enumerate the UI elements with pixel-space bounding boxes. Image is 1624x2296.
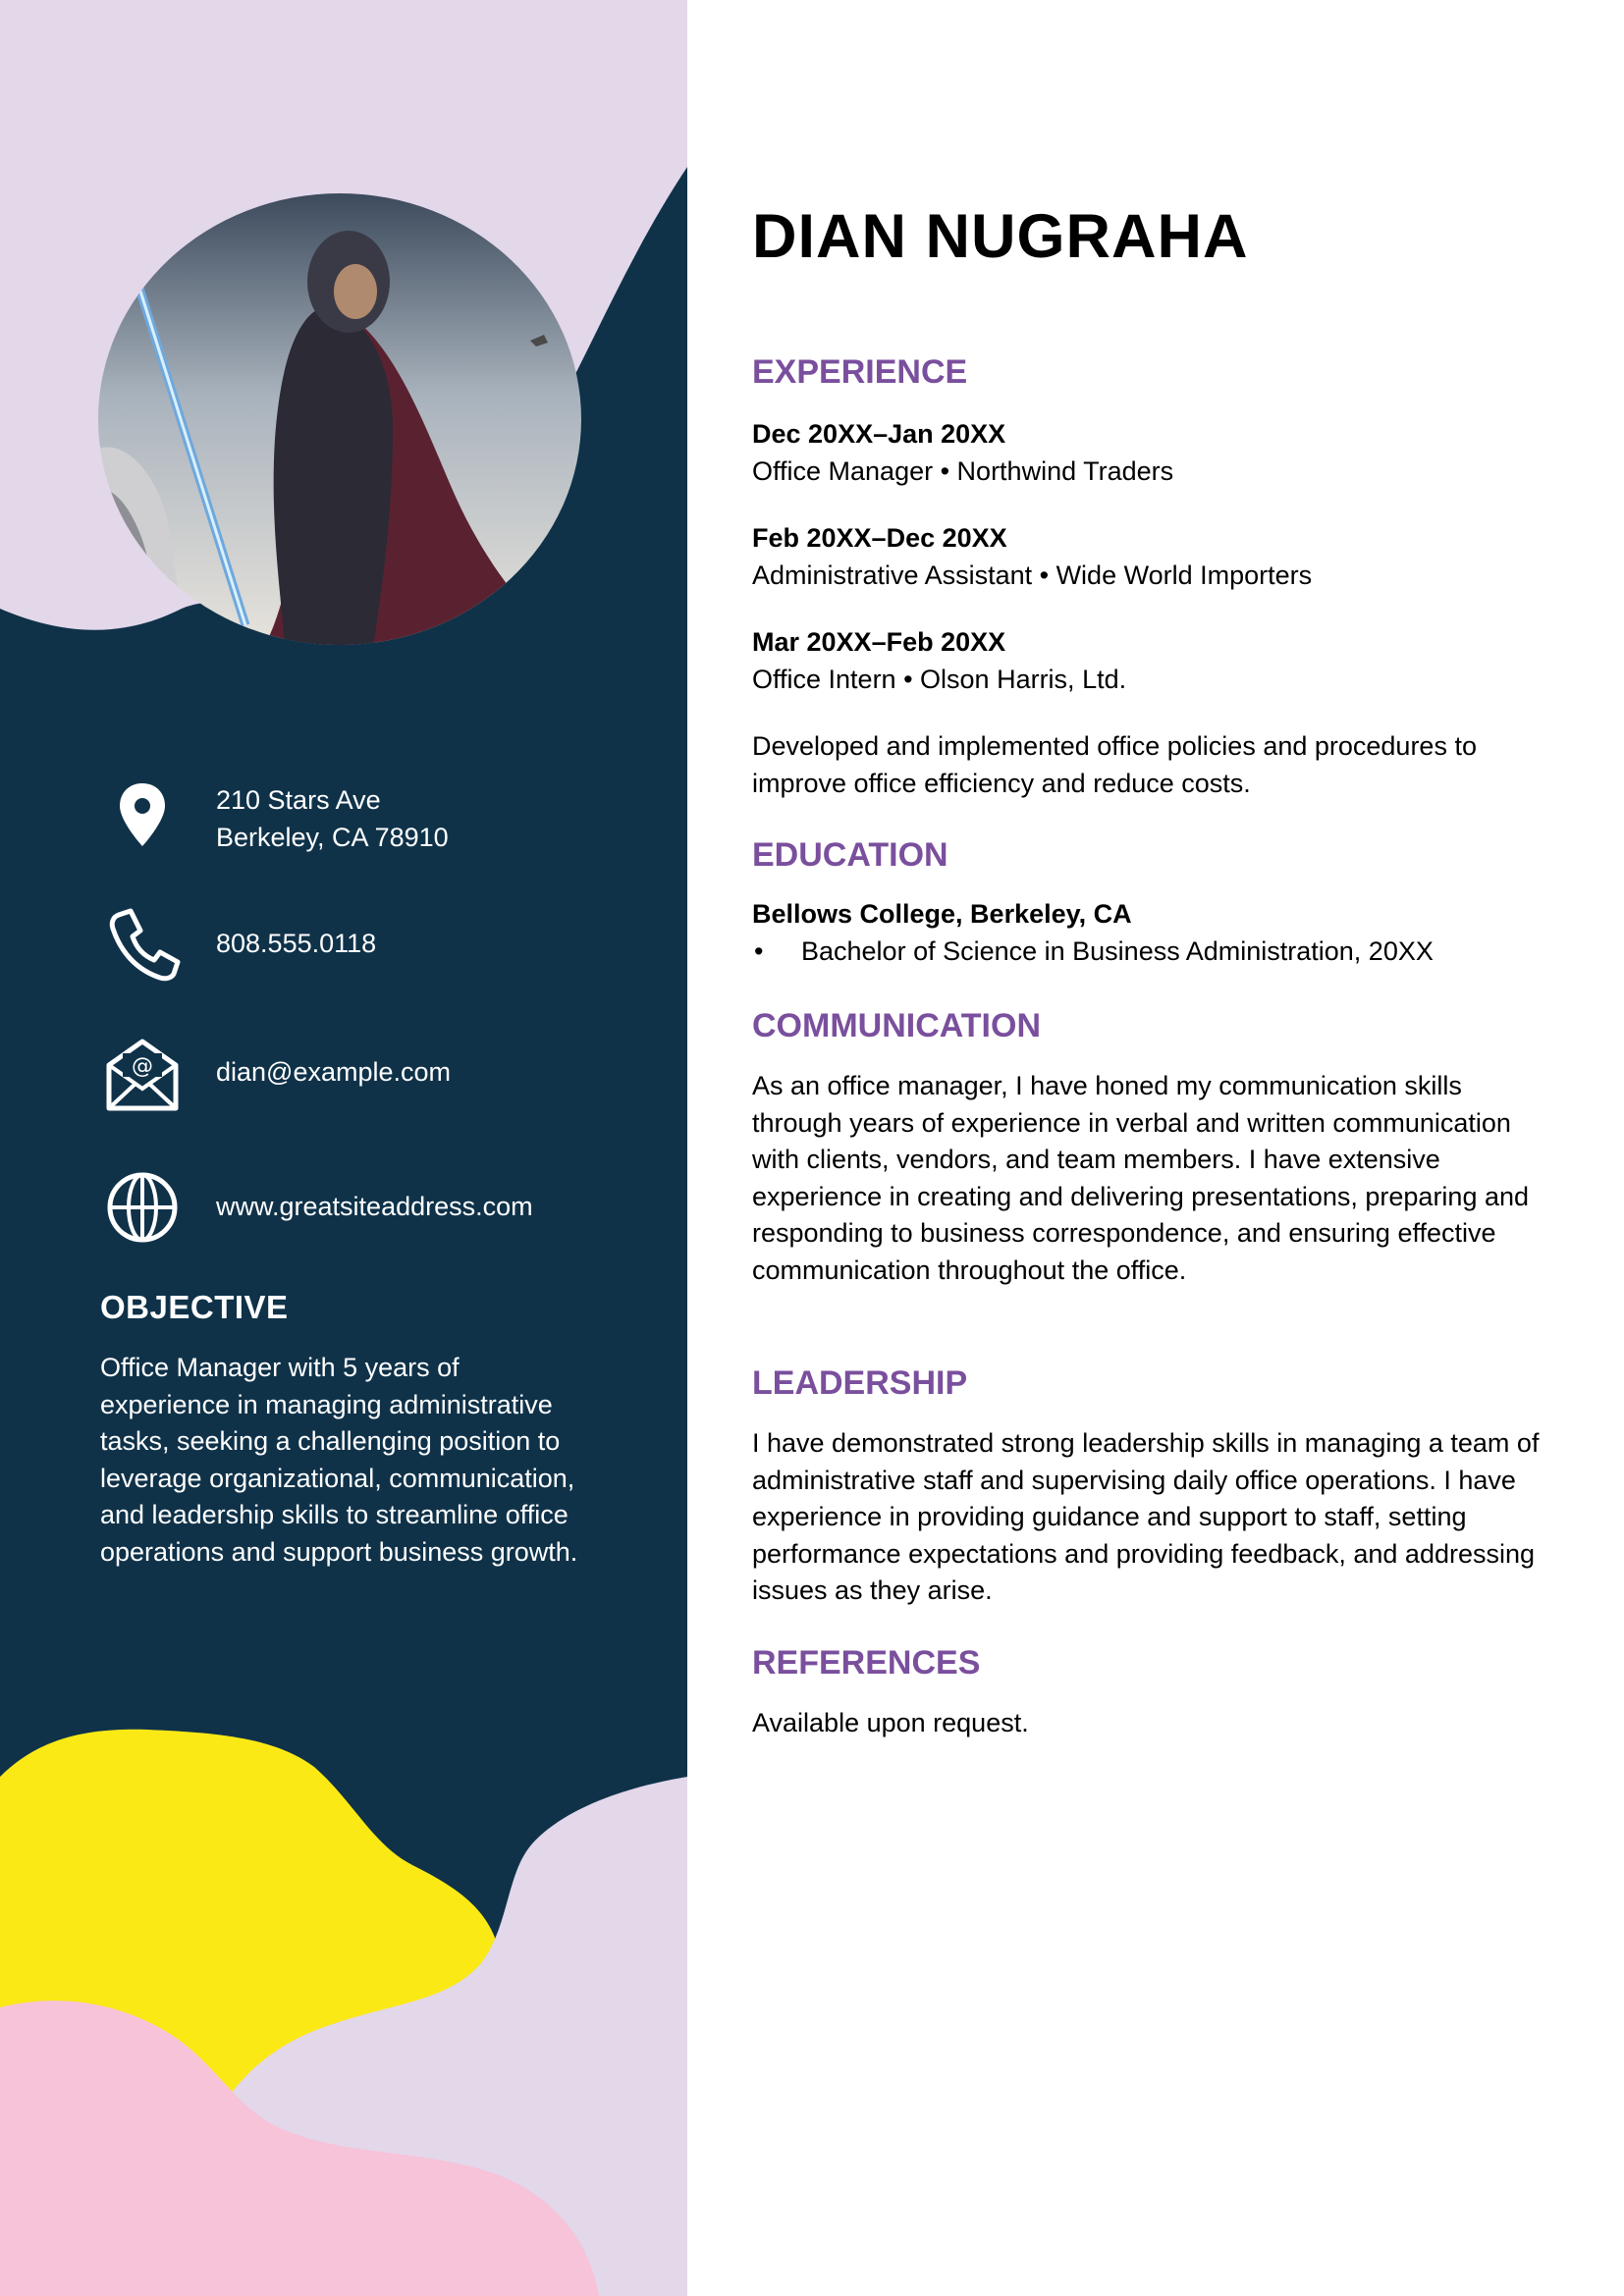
profile-name: DIAN NUGRAHA: [752, 202, 1249, 271]
profile-photo: [98, 193, 581, 645]
job-role: Administrative Assistant • Wide World Importers: [752, 560, 1313, 590]
contact-email: [0, 1036, 687, 1134]
contact-website: [0, 1168, 687, 1266]
references-title: REFERENCES: [752, 1644, 981, 1682]
email-text[interactable]: dian@example.com: [216, 1057, 452, 1087]
leadership-title: LEADERSHIP: [752, 1364, 968, 1402]
experience-summary: Developed and implemented office policies and procedures to improve office efficiency and reduce costs.: [752, 731, 1477, 798]
sidebar: [0, 0, 687, 2296]
communication-text: As an office manager, I have honed my communication skills through years of experience in verbal and written communication with clients, vendors, and team members. I have extensive experience in creating and delivering presentations, preparing and responding to business correspondence, and ensuring effective communication throughout the office.: [752, 1071, 1530, 1285]
job-dates: Feb 20XX–Dec 20XX: [752, 523, 1007, 553]
job-role: Office Intern • Olson Harris, Ltd.: [752, 664, 1127, 694]
references-text: Available upon request.: [752, 1708, 1029, 1737]
profile-photo-illustration: [98, 193, 581, 645]
job-role: Office Manager • Northwind Traders: [752, 455, 1174, 486]
globe-icon: [103, 1168, 182, 1247]
phone-icon: [103, 905, 182, 984]
website-text[interactable]: www.greatsiteaddress.com: [216, 1192, 533, 1221]
contact-address: [0, 775, 687, 874]
contact-phone: [0, 905, 687, 1003]
objective-text: Office Manager with 5 years of experience in managing administrative tasks, seeking a challenging position to leverage organizational, communication, and leadership skills to streamline office operations and support business growth.: [100, 1353, 578, 1567]
location-pin-icon: [103, 775, 182, 854]
job-entry: [752, 416, 1547, 490]
bullet-dot: •: [754, 936, 764, 966]
email-icon: [103, 1036, 182, 1114]
job-dates: Dec 20XX–Jan 20XX: [752, 419, 1006, 449]
job-dates: Mar 20XX–Feb 20XX: [752, 627, 1006, 657]
job-entry: [752, 624, 1547, 698]
address-line2: Berkeley, CA 78910: [216, 823, 449, 852]
address-text: [216, 781, 449, 856]
svg-text:@: @: [132, 1054, 153, 1079]
objective-title: OBJECTIVE: [100, 1289, 289, 1325]
job-entry: [752, 520, 1547, 594]
phone-text[interactable]: 808.555.0118: [216, 929, 377, 958]
education-title: EDUCATION: [752, 836, 948, 874]
education-school: Bellows College, Berkeley, CA: [752, 899, 1132, 929]
leadership-text: I have demonstrated strong leadership skills in managing a team of administrative staff and supervising daily office operations. I have experience in providing guidance and support to staff, setting performance expectations and providing feedback, and addressing issues as they arise.: [752, 1428, 1540, 1605]
address-line1: 210 Stars Ave: [216, 785, 381, 815]
education-degree: Bachelor of Science in Business Administration, 20XX: [801, 936, 1434, 966]
communication-title: COMMUNICATION: [752, 1007, 1041, 1044]
experience-title: EXPERIENCE: [752, 353, 968, 391]
